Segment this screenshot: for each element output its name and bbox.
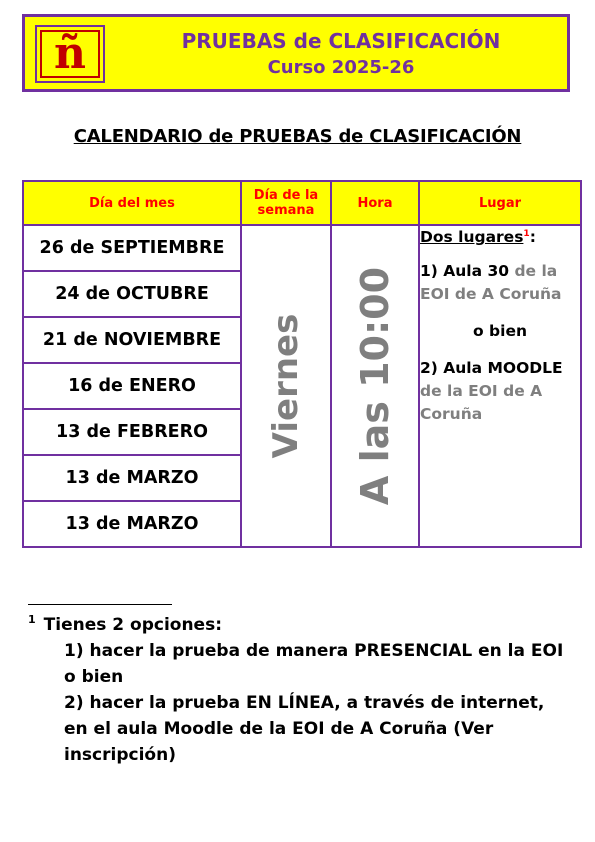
footnote-number: 1 bbox=[28, 613, 36, 627]
header-subtitle: Curso 2025-26 bbox=[267, 57, 415, 78]
table-header-row bbox=[23, 181, 581, 225]
header-weekday-line2: semana bbox=[257, 203, 315, 218]
footnote-option-2: 2) hacer la prueba EN LÍNEA, a través de internet, en el aula Moodle de la EOI de A Coruña (Ver inscripción) bbox=[64, 693, 545, 765]
date-cell: 26 de SEPTIEMBRE bbox=[23, 225, 241, 271]
table-row bbox=[23, 225, 581, 271]
document-title: CALENDARIO de PRUEBAS de CLASIFICACIÓN bbox=[73, 126, 522, 147]
logo-n-glyph: ñ bbox=[40, 30, 100, 78]
header-title: PRUEBAS de CLASIFICACIÓN bbox=[181, 29, 501, 53]
date-cell: 13 de MARZO bbox=[23, 501, 241, 547]
weekday-text: Viernes bbox=[266, 313, 306, 459]
footnote-lead: $^1$ Tienes 2 opciones: bbox=[28, 613, 223, 635]
place-heading: Dos lugares$^1$: bbox=[420, 228, 536, 246]
footnote-divider bbox=[28, 604, 172, 605]
footnote-option-1: 1) hacer la prueba de manera PRESENCIAL en la EOI o bien bbox=[64, 641, 564, 687]
calendar-table bbox=[22, 180, 582, 548]
time-cell bbox=[331, 225, 419, 547]
header-place: Lugar bbox=[419, 181, 581, 225]
date-cell: 16 de ENERO bbox=[23, 363, 241, 409]
header-banner bbox=[22, 14, 570, 92]
place-option-1: 1) Aula 30 de la EOI de A Coruña bbox=[420, 262, 562, 303]
header-day-of-month: Día del mes bbox=[23, 181, 241, 225]
place-option-2: 2) Aula MOODLE de la EOI de A Coruña bbox=[420, 359, 563, 423]
date-cell: 13 de FEBRERO bbox=[23, 409, 241, 455]
footnote bbox=[28, 612, 568, 768]
place-or-text: o bien bbox=[472, 322, 527, 340]
header-time: Hora bbox=[331, 181, 419, 225]
weekday-cell bbox=[241, 225, 331, 547]
date-cell: 24 de OCTUBRE bbox=[23, 271, 241, 317]
header-weekday-line1: Día de la bbox=[253, 188, 319, 203]
footnote-marker: 1 bbox=[523, 228, 530, 239]
time-text: A las 10:00 bbox=[353, 266, 397, 506]
header-weekday bbox=[241, 181, 331, 225]
logo bbox=[35, 25, 105, 83]
date-cell: 13 de MARZO bbox=[23, 455, 241, 501]
place-cell bbox=[419, 225, 581, 547]
date-cell: 21 de NOVIEMBRE bbox=[23, 317, 241, 363]
